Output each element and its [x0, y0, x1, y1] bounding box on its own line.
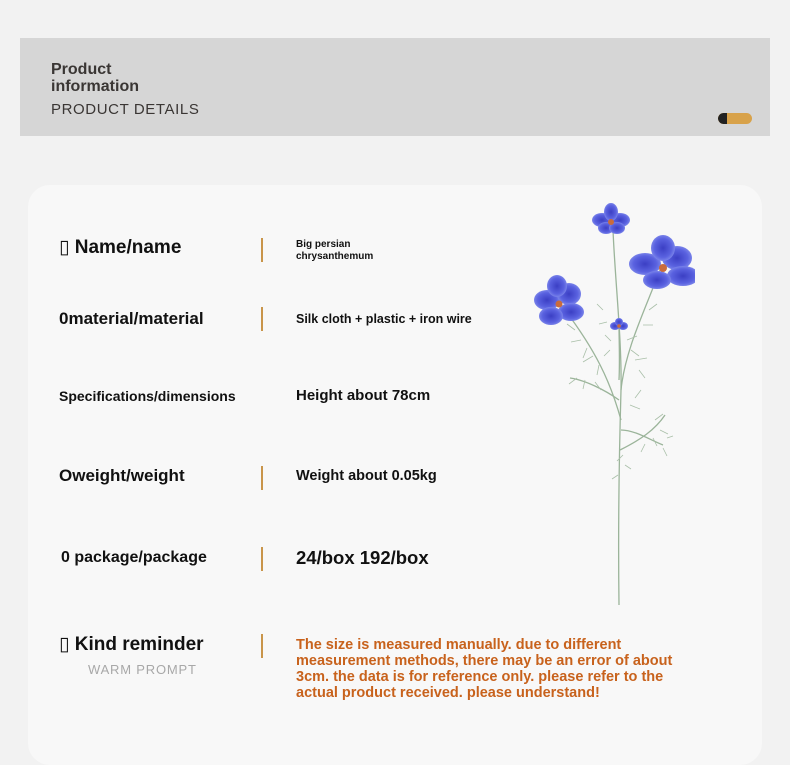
- banner-title: Product information: [51, 61, 139, 95]
- package-label: 0 package/package: [61, 549, 207, 566]
- flower-image: [515, 200, 695, 610]
- spec-value: Height about 78cm: [296, 387, 431, 404]
- package-value: 24/box 192/box: [296, 547, 429, 568]
- reminder-sublabel: WARM PROMPT: [88, 662, 197, 677]
- weight-value: Weight about 0.05kg: [296, 468, 437, 484]
- name-value: Big persian chrysanthemum: [296, 239, 374, 262]
- spec-label: Specifications/dimensions: [59, 388, 236, 404]
- weight-label: Oweight/weight: [59, 466, 185, 485]
- name-label: ▯ Name/name: [59, 237, 182, 258]
- accent-pill: [718, 113, 752, 124]
- material-divider: [261, 307, 263, 331]
- header-banner: [20, 38, 770, 136]
- name-divider: [261, 238, 263, 262]
- reminder-divider: [261, 634, 263, 658]
- reminder-text: The size is measured manually. due to different measurement methods, there may be an error of about 3cm. the data is for reference only. please refer to the actual product received. please understand!: [296, 637, 673, 701]
- material-label: 0material/material: [59, 309, 204, 328]
- banner-subtitle: PRODUCT DETAILS: [51, 101, 200, 118]
- accent-pill-dark: [718, 113, 727, 124]
- material-value: Silk cloth + plastic + iron wire: [296, 312, 472, 326]
- weight-divider: [261, 466, 263, 490]
- reminder-label: ▯ Kind reminder: [59, 634, 204, 655]
- package-divider: [261, 547, 263, 571]
